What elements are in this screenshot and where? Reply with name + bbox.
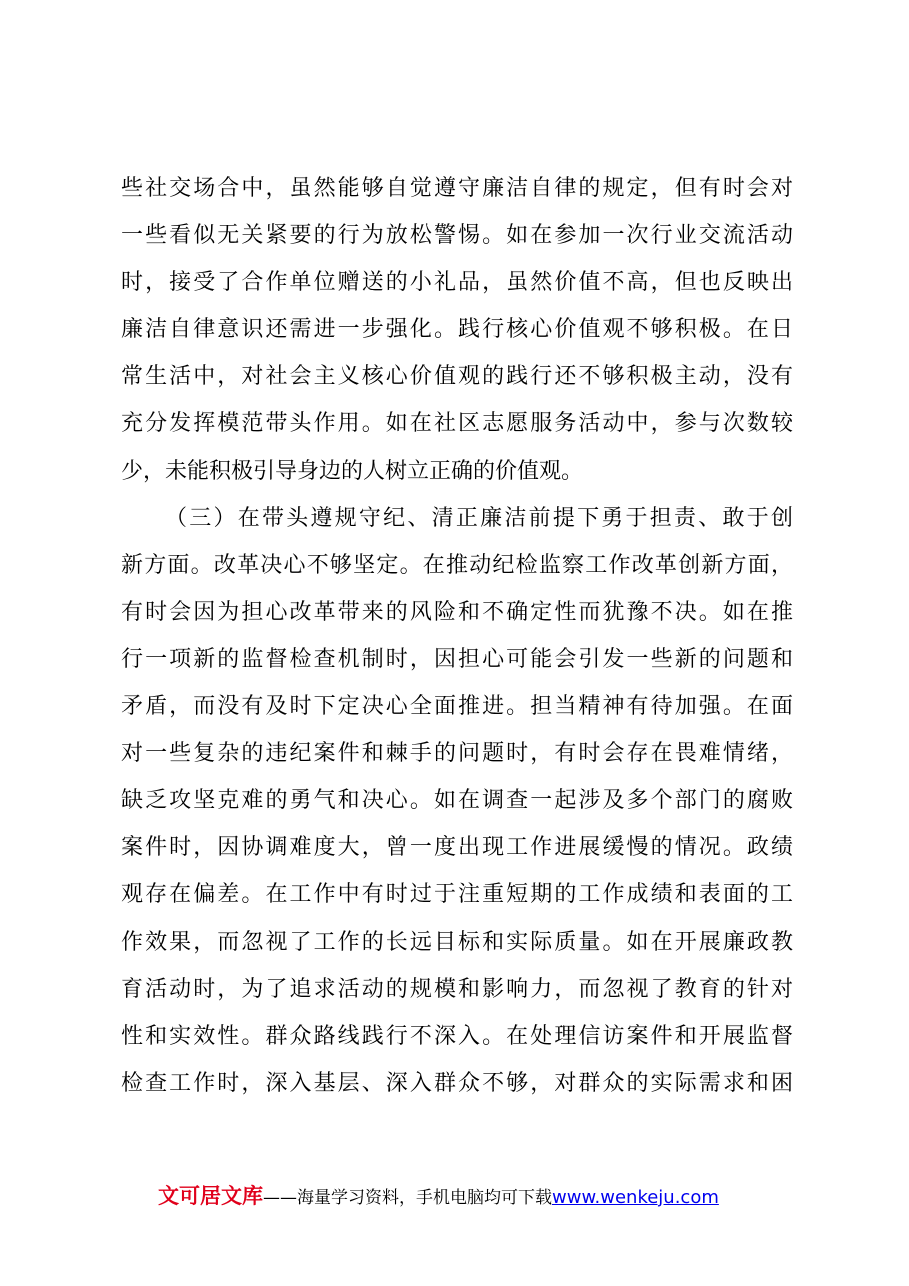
text-line-5: 常生活中，对社会主义核心价值观的践行还不够积极主动，没有 — [121, 364, 793, 390]
text-line-20: 检查工作时，深入基层、深入群众不够，对群众的实际需求和困 — [121, 1070, 793, 1096]
text-line-12: 矛盾，而没有及时下定决心全面推进。担当精神有待加强。在面 — [121, 694, 793, 720]
text-line-7: 少，未能积极引导身边的人树立正确的价值观。 — [121, 458, 584, 484]
text-line-2: 一些看似无关紧要的行为放松警惕。如在参加一次行业交流活动 — [121, 223, 793, 249]
text-line-9: 新方面。改革决心不够坚定。在推动纪检监察工作改革创新方面， — [121, 552, 793, 578]
text-line-14: 缺乏攻坚克难的勇气和决心。如在调查一起涉及多个部门的腐败 — [121, 788, 793, 814]
text-line-6: 充分发挥模范带头作用。如在社区志愿服务活动中，参与次数较 — [121, 411, 793, 437]
text-line-1: 些社交场合中，虽然能够自觉遵守廉洁自律的规定，但有时会对 — [121, 176, 793, 201]
text-line-11: 行一项新的监督检查机制时，因担心可能会引发一些新的问题和 — [121, 646, 793, 672]
text-line-3: 时，接受了合作单位赠送的小礼品，虽然价值不高，但也反映出 — [121, 270, 793, 296]
text-line-16: 观存在偏差。在工作中有时过于注重短期的工作成绩和表面的工 — [121, 882, 793, 908]
footer-brand: 文可居文库 — [158, 1184, 263, 1208]
text-line-18: 育活动时，为了追求活动的规模和影响力，而忽视了教育的针对 — [121, 976, 793, 1002]
footer-banner — [158, 1179, 719, 1215]
text-line-15: 案件时，因协调难度大，曾一度出现工作进展缓慢的情况。政绩 — [121, 835, 793, 861]
text-line-19: 性和实效性。群众路线践行不深入。在处理信访案件和开展监督 — [121, 1023, 793, 1049]
footer-tagline: ——海量学习资料，手机电脑均可下载 — [263, 1188, 552, 1208]
text-line-10: 有时会因为担心改革带来的风险和不确定性而犹豫不决。如在推 — [121, 599, 793, 625]
text-line-17: 作效果，而忽视了工作的长远目标和实际质量。如在开展廉政教 — [121, 929, 793, 955]
text-line-4: 廉洁自律意识还需进一步强化。践行核心价值观不够积极。在日 — [121, 317, 793, 343]
footer-url-link[interactable]: www.wenkeju.com — [552, 1187, 719, 1208]
section-heading-line: （三）在带头遵规守纪、清正廉洁前提下勇于担责、敢于创 — [165, 505, 793, 531]
document-body — [121, 165, 793, 1107]
text-line-13: 对一些复杂的违纪案件和棘手的问题时，有时会存在畏难情绪， — [121, 741, 793, 767]
